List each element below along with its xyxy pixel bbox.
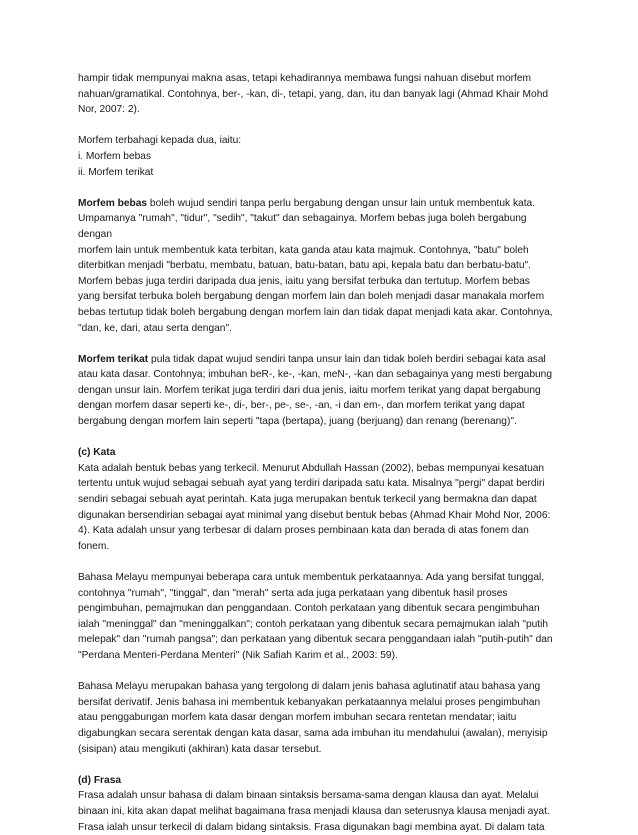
section-kata xyxy=(78,445,570,554)
term-morfem-terikat: Morfem terikat xyxy=(78,354,148,365)
text-line: hampir tidak mempunyai makna asas, tetapi kehadirannya membawa fungsi nahuan disebut morfem xyxy=(78,71,570,87)
text-line: "dan, ke, dari, atau serta dengan". xyxy=(78,321,570,337)
text-line: (sisipan) atau mengikuti (akhiran) kata dasar tersebut. xyxy=(78,742,570,758)
document-page xyxy=(78,71,570,835)
text-line: digunakan bersendirian sebagai ayat minimal yang disebut bentuk bebas (Ahmad Khair Mohd Nor, 2006: xyxy=(78,508,570,524)
text-line xyxy=(78,352,570,368)
text-line: melepak" dan "rumah pangsa"; dan perkataan yang dibentuk secara penggandaan ialah "putih-putih" dan xyxy=(78,632,570,648)
text-line: Frasa adalah unsur bahasa di dalam binaan sintaksis bersama-sama dengan klausa dan ayat. Melalui xyxy=(78,788,570,804)
text-line: Nor, 2007: 2). xyxy=(78,102,570,118)
text-line: bergabung dengan morfem lain seperti "tapa (bertapa), juang (berjuang) dan renang (berenang)". xyxy=(78,414,570,430)
text-line: Umpamanya "rumah", "tidur", "sedih", "takut" dan sebagainya. Morfem bebas juga boleh bergabung xyxy=(78,211,570,227)
section-heading-kata: (c) Kata xyxy=(78,445,570,461)
text-line: Bahasa Melayu merupakan bahasa yang tergolong di dalam jenis bahasa aglutinatif atau bahasa yang xyxy=(78,679,570,695)
text-line: contohnya "rumah", "tinggal", dan "merah" serta ada juga perkataan yang dibentuk hasil proses xyxy=(78,586,570,602)
text-line: digabungkan secara serentak dengan kata dasar, sama ada imbuhan itu mendahului (awalan), menyisip xyxy=(78,726,570,742)
text-line: nahuan/gramatikal. Contohnya, ber-, -kan, di-, tetapi, yang, dan, itu dan banyak lagi (Ahmad Khair Mohd xyxy=(78,87,570,103)
text-line: sendiri sebagai sebuah ayat perintah. Kata juga merupakan bentuk terkecil yang bermakna dan dapat xyxy=(78,492,570,508)
text-line: "Perdana Menteri-Perdana Menteri" (Nik Safiah Karim et al., 2003: 59). xyxy=(78,648,570,664)
text-line: Morfem terbahagi kepada dua, iaitu: xyxy=(78,133,570,149)
text-line: bersifat derivatif. Jenis bahasa ini membentuk kebanyakan perkataannya melalui proses pengimbuhan xyxy=(78,695,570,711)
paragraph-kata-aglutinatif xyxy=(78,679,570,757)
text-line: dengan xyxy=(78,227,570,243)
text-line: Bahasa Melayu mempunyai beberapa cara untuk membentuk perkataannya. Ada yang bersifat tunggal, xyxy=(78,570,570,586)
text-line: diterbitkan menjadi "berbatu, membatu, batuan, batu-batan, batu api, kepala batu dan berbatu-batu". xyxy=(78,258,570,274)
text-line: bebas tertutup tidak boleh bergabung dengan morfem lain dan tidak dapat menjadi kata akar. Contohnya, xyxy=(78,305,570,321)
text-line: Kata adalah bentuk bebas yang terkecil. Menurut Abdullah Hassan (2002), bebas mempunyai kesatuan xyxy=(78,461,570,477)
list-item-morfem-bebas: i. Morfem bebas xyxy=(78,149,570,165)
paragraph-morfem-bebas xyxy=(78,196,570,336)
list-item-morfem-terikat: ii. Morfem terikat xyxy=(78,165,570,181)
text-line: Morfem bebas juga terdiri daripada dua jenis, iaitu yang bersifat terbuka dan tertutup. Morfem bebas xyxy=(78,274,570,290)
text-line: ialah "meninggal" dan "meninggalkan"; contoh perkataan yang dibentuk secara pemajmukan ialah "putih xyxy=(78,617,570,633)
paragraph-kata-pembentukan xyxy=(78,570,570,664)
paragraph-morfem-types xyxy=(78,133,570,180)
text-line: morfem lain untuk membentuk kata terbitan, kata ganda atau kata majmuk. Contohnya, "batu" boleh xyxy=(78,243,570,259)
text-line: tertentu untuk wujud sebagai sebuah ayat yang terdiri daripada satu kata. Misalnya "pergi" dapat berdiri xyxy=(78,476,570,492)
text-line: dengan morfem dasar seperti ke-, di-, ber-, pe-, se-, -an, -i dan em-, dan morfem terikat yang dapat xyxy=(78,398,570,414)
text-line: 4). Kata adalah unsur yang terbesar di dalam proses pembinaan kata dan berada di atas fonem dan xyxy=(78,523,570,539)
paragraph-morfem-terikat xyxy=(78,352,570,430)
term-morfem-bebas: Morfem bebas xyxy=(78,198,147,209)
text-line: atau kata dasar. Contohnya; imbuhan beR-, ke-, -kan, meN-, -kan dan sebagainya yang mesti bergabung xyxy=(78,367,570,383)
text-line: atau penggabungan morfem kata dasar dengan morfem imbuhan secara rentetan mendatar; iaitu xyxy=(78,710,570,726)
text-line: yang bersifat terbuka boleh bergabung dengan morfem lain dan boleh menjadi dasar manakala morfem xyxy=(78,289,570,305)
text-run: boleh wujud sendiri tanpa perlu bergabung dengan unsur lain untuk membentuk kata. xyxy=(147,198,535,209)
text-line: pengimbuhan, pemajmukan dan penggandaan. Contoh perkataan yang dibentuk secara pengimbuhan xyxy=(78,601,570,617)
text-line: binaan ini, kita akan dapat melihat bagaimana frasa menjadi klausa dan seterusnya klausa menjadi ayat. xyxy=(78,804,570,820)
paragraph-morfem-nahuan xyxy=(78,71,570,118)
text-run: pula tidak dapat wujud sendiri tanpa unsur lain dan tidak boleh berdiri sebagai kata asal xyxy=(148,354,546,365)
text-line: Frasa ialah unsur terkecil di dalam bidang sintaksis. Frasa digunakan bagi membina ayat. Di dalam tata xyxy=(78,820,570,835)
text-line xyxy=(78,196,570,212)
section-heading-frasa: (d) Frasa xyxy=(78,773,570,789)
text-line: fonem. xyxy=(78,539,570,555)
text-line: dengan unsur lain. Morfem terikat juga terdiri dari dua jenis, iaitu morfem terikat yang dapat bergabung xyxy=(78,383,570,399)
